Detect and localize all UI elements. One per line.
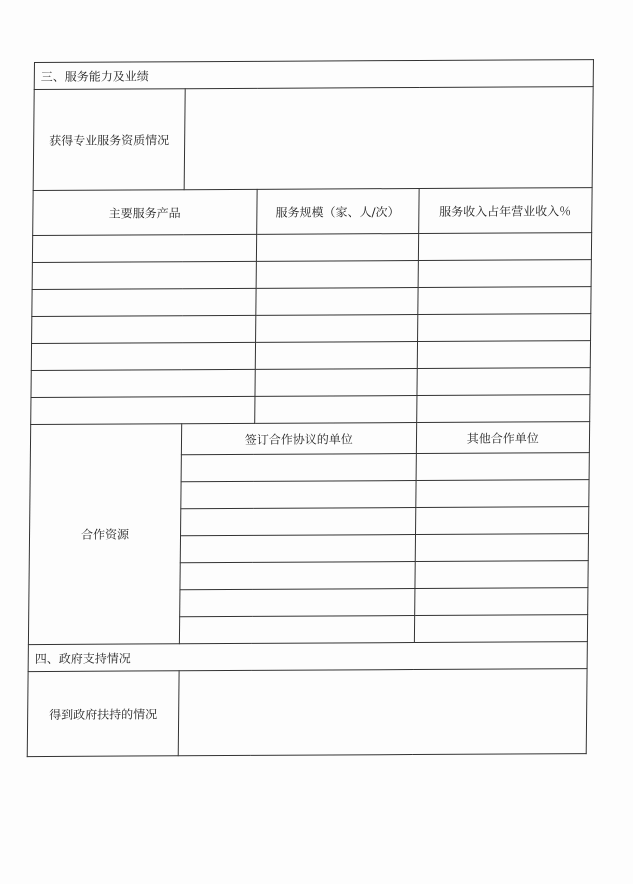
service-capability-form (27, 59, 594, 757)
product-row (32, 314, 591, 344)
product-row (31, 341, 590, 371)
scale-cell[interactable] (254, 396, 416, 424)
product-cell[interactable] (31, 342, 255, 370)
product-cell[interactable] (32, 261, 256, 289)
scale-cell[interactable] (255, 369, 417, 397)
other-partner-cell[interactable] (414, 588, 588, 616)
product-row (31, 395, 590, 425)
signed-partner-cell[interactable] (180, 562, 415, 590)
revenue-share-cell[interactable] (417, 341, 591, 369)
signed-partner-cell[interactable] (180, 589, 415, 617)
revenue-share-cell[interactable] (416, 395, 590, 423)
other-partners-header: 其他合作单位 (416, 422, 590, 454)
government-support-label: 得到政府扶持的情况 (27, 671, 179, 757)
qualification-field[interactable] (184, 87, 593, 190)
section3-header-row (34, 60, 593, 90)
other-partner-cell[interactable] (414, 615, 588, 643)
scale-header: 服务规模（家、人/次） (256, 188, 419, 234)
revenue-share-cell[interactable] (418, 260, 592, 288)
revenue-share-cell[interactable] (418, 233, 592, 261)
signed-partner-cell[interactable] (180, 508, 415, 536)
form-table (27, 59, 594, 757)
product-row (31, 368, 590, 398)
scale-cell[interactable] (256, 233, 418, 261)
other-partner-cell[interactable] (415, 480, 589, 508)
qualification-row (33, 87, 593, 191)
section3-title: 三、服务能力及业绩 (34, 60, 593, 90)
other-partner-cell[interactable] (415, 534, 589, 562)
scale-cell[interactable] (255, 315, 417, 343)
other-partner-cell[interactable] (415, 507, 589, 535)
section4-header-row (28, 642, 587, 672)
product-cell[interactable] (32, 288, 256, 316)
product-row (32, 287, 591, 317)
signed-partner-cell[interactable] (180, 535, 415, 563)
signed-partner-cell[interactable] (181, 481, 416, 509)
product-cell[interactable] (32, 234, 256, 262)
cooperation-label: 合作资源 (28, 424, 181, 645)
section4-title: 四、政府支持情况 (28, 642, 587, 672)
products-header-row (33, 188, 592, 236)
signed-partner-cell[interactable] (181, 454, 416, 482)
government-support-row (27, 669, 587, 757)
product-row (32, 233, 591, 263)
scale-cell[interactable] (255, 342, 417, 370)
product-cell[interactable] (31, 396, 255, 424)
revenue-share-cell[interactable] (417, 314, 591, 342)
revenue-share-cell[interactable] (417, 368, 591, 396)
scale-cell[interactable] (256, 260, 418, 288)
other-partner-cell[interactable] (415, 561, 589, 589)
revenue-share-cell[interactable] (418, 287, 592, 315)
government-support-field[interactable] (178, 669, 587, 756)
scale-cell[interactable] (255, 288, 417, 316)
cooperation-header-row (30, 422, 589, 456)
revenue-share-header: 服务收入占年营业收入％ (418, 188, 592, 234)
signed-partner-cell[interactable] (179, 616, 414, 644)
qualification-label: 获得专业服务资质情况 (33, 89, 185, 191)
other-partner-cell[interactable] (416, 453, 590, 481)
product-header: 主要服务产品 (33, 189, 257, 235)
product-cell[interactable] (32, 315, 256, 343)
signed-partners-header: 签订合作协议的单位 (181, 423, 416, 455)
product-row (32, 260, 591, 290)
product-cell[interactable] (31, 369, 255, 397)
